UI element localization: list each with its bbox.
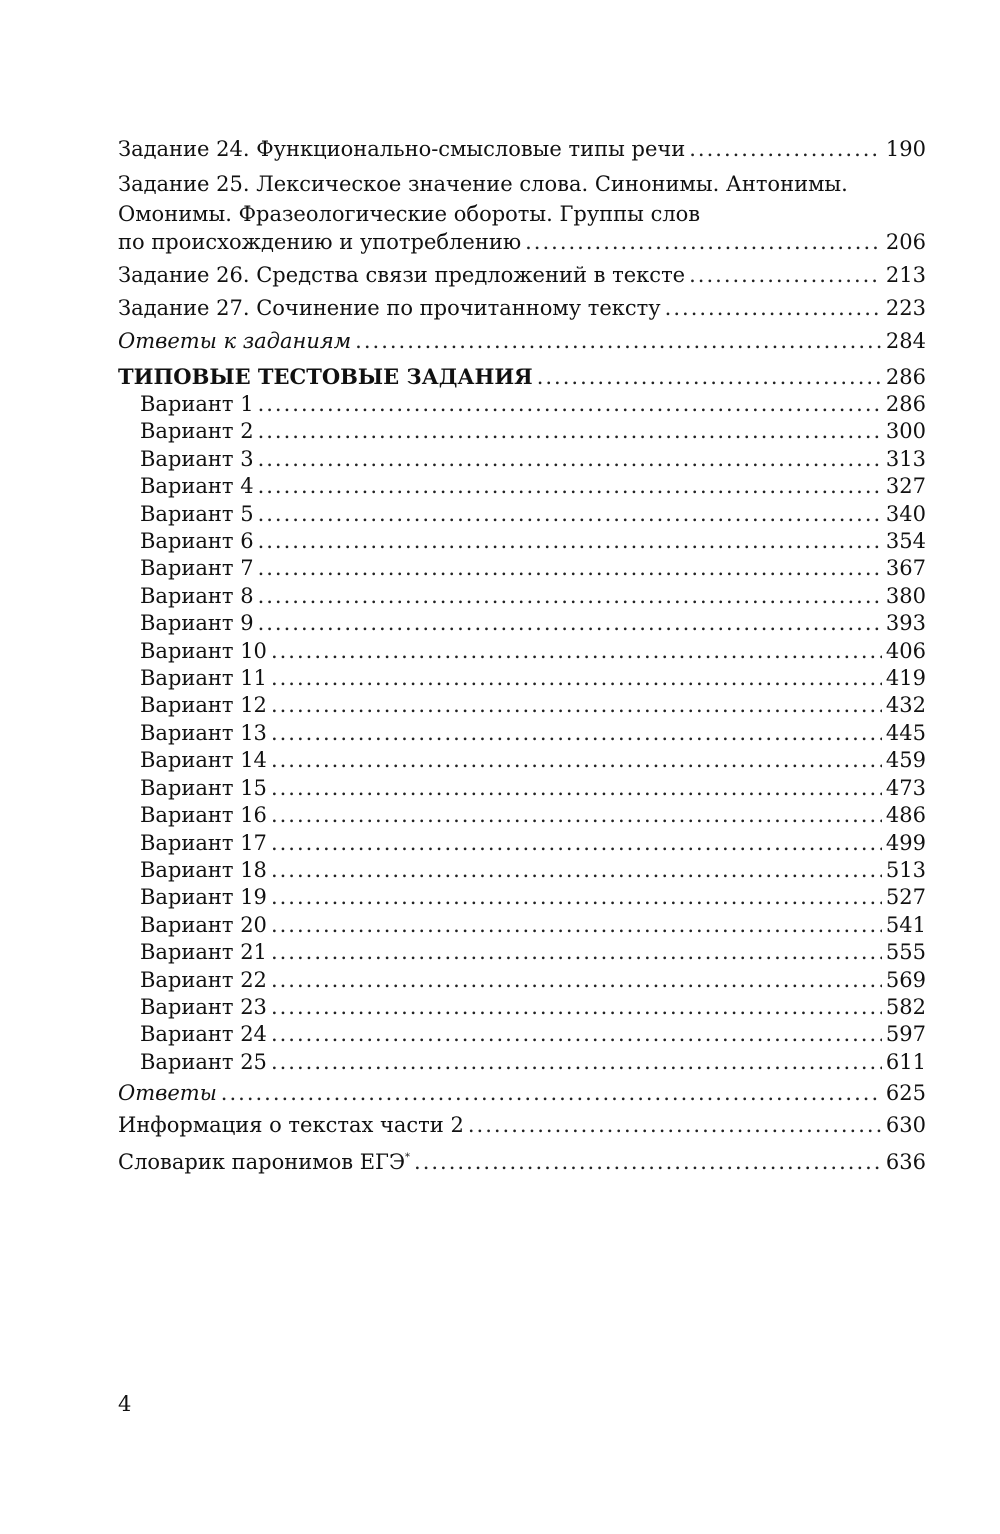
toc-entry-title: Вариант 11 [140,666,267,691]
toc-entry-title: Вариант 12 [140,693,267,718]
toc-entry-title: Вариант 25 [140,1049,267,1074]
dot-leader [271,775,882,802]
toc-variant-10[interactable] [118,638,926,665]
toc-entry-title: Задание 26. Средства связи предложений в тексте [118,263,686,287]
toc-entry-title: Вариант 3 [140,446,254,471]
toc-entry-page: 419 [885,666,926,691]
toc-variant-15[interactable] [118,775,926,802]
toc-entry-title: Задание 24. Функционально-смысловые типы речи [118,137,686,161]
dot-leader [537,364,882,391]
toc-entry-page: 486 [885,803,926,828]
toc-entry-page: 459 [885,748,926,773]
toc-entry-title: Вариант 9 [140,611,254,636]
toc-entry-page: 354 [885,529,926,554]
toc-entry-task-27[interactable] [118,295,926,322]
toc-variant-8[interactable] [118,583,926,610]
dot-leader [271,967,882,994]
toc-variant-17[interactable] [118,830,926,857]
toc-variant-21[interactable] [118,939,926,966]
toc-variant-23[interactable] [118,994,926,1021]
toc-entry-title: Вариант 24 [140,1022,267,1047]
toc-variant-7[interactable] [118,555,926,582]
toc-entry-page: 286 [885,365,926,389]
toc-entry-paronyms-dictionary[interactable] [118,1144,926,1176]
toc-entry-task-24[interactable] [118,136,926,163]
toc-variant-22[interactable] [118,967,926,994]
toc-entry-title: Вариант 14 [140,748,267,773]
dot-leader [258,528,882,555]
dot-leader [271,1021,882,1048]
toc-entry-title: Вариант 19 [140,885,267,910]
toc-variant-24[interactable] [118,1021,926,1048]
toc-variant-20[interactable] [118,912,926,939]
toc-entry-answers-to-tasks[interactable] [118,328,926,355]
dot-leader [271,665,882,692]
dot-leader [271,857,882,884]
toc-entry-page: 206 [885,230,926,254]
table-of-contents [118,136,926,1181]
toc-variant-14[interactable] [118,747,926,774]
toc-entry-page: 445 [885,720,926,745]
toc-entry-page: 313 [885,446,926,471]
dot-leader [271,692,882,719]
toc-entry-page: 406 [885,638,926,663]
toc-entry-title: Вариант 23 [140,994,267,1019]
toc-entry-page: 555 [885,940,926,965]
dot-leader [258,501,882,528]
toc-entry-page: 380 [885,583,926,608]
toc-variant-list [118,391,926,1076]
dot-leader [258,446,882,473]
toc-entry-last-line [118,229,926,256]
toc-section-typical-tests[interactable] [118,363,926,391]
dot-leader [258,555,882,582]
dot-leader [271,884,882,911]
toc-variant-5[interactable] [118,501,926,528]
toc-entry-title: Вариант 20 [140,912,267,937]
toc-entry-answers[interactable] [118,1080,926,1107]
toc-entry-page: 569 [885,967,926,992]
toc-entry-page: 499 [885,830,926,855]
dot-leader [258,583,882,610]
toc-entry-title: Ответы [118,1081,217,1106]
toc-entry-title: Информация о текстах части 2 [118,1113,464,1138]
dot-leader [271,720,882,747]
toc-variant-6[interactable] [118,528,926,555]
toc-entry-page: 367 [885,556,926,581]
toc-entry-title: Вариант 8 [140,583,254,608]
toc-entry-page: 300 [885,419,926,444]
toc-section-title: ТИПОВЫЕ ТЕСТОВЫЕ ЗАДАНИЯ [118,364,533,389]
dot-leader [221,1080,882,1107]
toc-variant-12[interactable] [118,692,926,719]
page-number: 4 [118,1392,132,1416]
dot-leader [414,1149,882,1176]
toc-entry-title: Вариант 22 [140,967,267,992]
dot-leader [258,391,882,418]
dot-leader [271,912,882,939]
toc-variant-25[interactable] [118,1049,926,1076]
toc-entry-page: 286 [885,392,926,416]
toc-variant-16[interactable] [118,802,926,829]
toc-entry-page: 541 [885,912,926,937]
toc-variant-9[interactable] [118,610,926,637]
toc-entry-title: Задание 27. Сочинение по прочитанному тексту [118,296,661,320]
dot-leader [271,830,882,857]
toc-entry-page: 630 [885,1113,926,1138]
toc-entry-title: Вариант 4 [140,474,254,499]
toc-entry-title: Вариант 1 [140,392,254,416]
dot-leader [271,747,882,774]
dot-leader [271,638,882,665]
toc-entry-page: 340 [885,501,926,526]
toc-entry-page: 223 [885,296,926,320]
footnote-asterisk: * [405,1152,411,1164]
toc-variant-1[interactable] [118,391,926,418]
toc-entry-page: 611 [885,1049,926,1074]
toc-entry-title: Вариант 18 [140,857,267,882]
dot-leader [271,994,882,1021]
toc-variant-3[interactable] [118,446,926,473]
toc-entry-title-line-1: Задание 25. Лексическое значение слова. Синонимы. Антонимы. [118,172,848,196]
dot-leader [525,229,882,256]
toc-entry-page: 597 [885,1022,926,1047]
dot-leader [665,295,882,322]
dot-leader [689,136,882,163]
toc-entry-title: Ответы к заданиям [118,329,352,353]
toc-entry-title: Вариант 7 [140,556,254,581]
toc-entry-texts-info[interactable] [118,1112,926,1139]
dot-leader [355,328,882,355]
toc-entry-page: 625 [885,1081,926,1106]
toc-entry-page: 213 [885,263,926,287]
toc-entry-page: 190 [885,137,926,161]
toc-entry-title-line-3: по происхождению и употреблению [118,230,522,254]
toc-entry-page: 284 [885,329,926,353]
dot-leader [689,262,882,289]
toc-variant-11[interactable] [118,665,926,692]
toc-variant-18[interactable] [118,857,926,884]
toc-entry-page: 473 [885,775,926,800]
toc-variant-2[interactable] [118,418,926,445]
dot-leader [271,1049,882,1076]
toc-entry-title: Вариант 15 [140,775,267,800]
toc-entry-page: 432 [885,693,926,718]
toc-entry-page: 527 [885,885,926,910]
toc-entry-title: Вариант 2 [140,419,254,444]
toc-entry-title: Вариант 13 [140,720,267,745]
toc-entry-page: 327 [885,474,926,499]
toc-entry-page: 636 [885,1150,926,1175]
toc-variant-13[interactable] [118,720,926,747]
toc-entry-title: Вариант 17 [140,830,267,855]
toc-entry-task-25[interactable] [118,169,926,256]
dot-leader [271,802,882,829]
toc-entry-title: Вариант 16 [140,803,267,828]
dot-leader [468,1112,882,1139]
dot-leader [258,418,882,445]
toc-entry-task-26[interactable] [118,262,926,289]
toc-entry-title [118,1144,410,1176]
toc-entry-page: 582 [885,994,926,1019]
toc-entry-title: Вариант 21 [140,940,267,965]
toc-variant-19[interactable] [118,884,926,911]
dot-leader [258,610,882,637]
toc-entry-title: Вариант 10 [140,638,267,663]
toc-entry-page: 393 [885,611,926,636]
toc-entry-title-line-2: Омонимы. Фразеологические обороты. Группы слов [118,202,701,226]
toc-entry-page: 513 [885,857,926,882]
toc-variant-4[interactable] [118,473,926,500]
toc-entry-title: Вариант 6 [140,529,254,554]
toc-entry-title-text: Словарик паронимов ЕГЭ [118,1150,406,1175]
dot-leader [271,939,882,966]
dot-leader [258,473,882,500]
toc-entry-title: Вариант 5 [140,501,254,526]
